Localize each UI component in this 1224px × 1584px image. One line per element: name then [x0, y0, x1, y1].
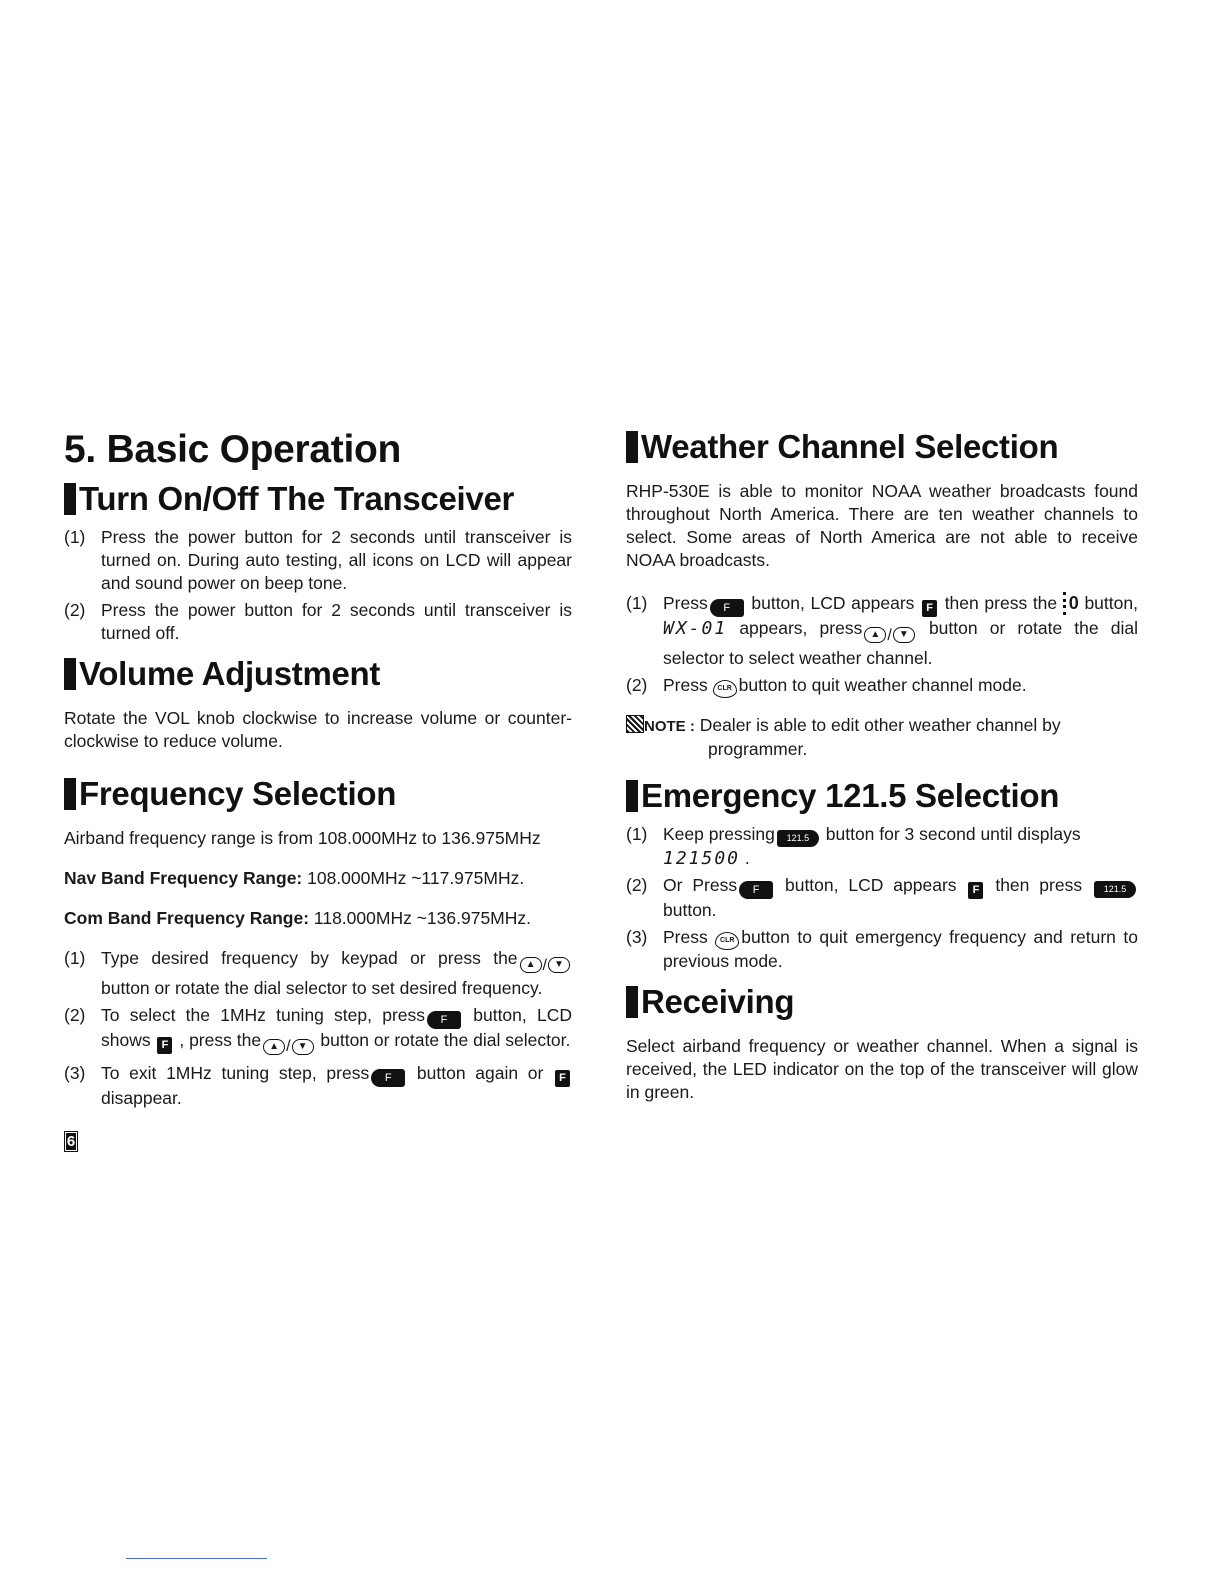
section-marker-icon — [64, 658, 76, 690]
step-text: Press — [663, 593, 708, 613]
up-down-keys-icon: ▲ / ▼ — [520, 954, 570, 977]
com-band-range — [64, 907, 572, 930]
list-item — [64, 599, 572, 645]
note-text: Dealer is able to edit other weather channel by programmer. — [694, 714, 1061, 759]
step-number: (1) — [626, 823, 648, 844]
list-item — [626, 874, 1138, 922]
section-marker-icon — [64, 483, 76, 515]
list-item — [64, 1062, 572, 1110]
step-number: (2) — [626, 674, 648, 695]
f-key-icon: F — [371, 1069, 405, 1087]
clr-key-icon: CLR — [715, 932, 739, 950]
list-item — [64, 526, 572, 595]
weather-steps — [626, 592, 1138, 698]
com-value: 118.000MHz ~136.975MHz. — [309, 908, 532, 928]
emergency-steps — [626, 823, 1138, 973]
step-text: button, LCD appears — [775, 874, 957, 895]
chapter-title: 5. Basic Operation — [64, 428, 402, 471]
step-text: button for 3 second until displays — [820, 823, 1081, 844]
f-key-icon: F — [710, 599, 744, 617]
note-icon — [626, 715, 644, 733]
section-marker-icon — [626, 431, 638, 463]
heading-text: Frequency Selection — [79, 775, 397, 812]
left-column — [64, 428, 572, 1120]
step-number: (2) — [64, 600, 86, 620]
up-down-keys-icon: ▲ / ▼ — [263, 1035, 313, 1058]
step-text: To select the 1MHz tuning step, press — [101, 1004, 426, 1025]
step-number: (3) — [626, 926, 648, 947]
heading-turn-on-off — [64, 480, 572, 518]
section-marker-icon — [64, 778, 76, 810]
heading-text: Emergency 121.5 Selection — [641, 776, 1060, 814]
step-text: To exit 1MHz tuning step, press — [101, 1063, 370, 1083]
heading-text: Receiving — [641, 982, 795, 1020]
step-text: disappear. — [101, 1088, 182, 1108]
step-text: button. — [663, 899, 717, 920]
list-item — [626, 592, 1138, 670]
step-number: (1) — [64, 948, 86, 968]
f-indicator-icon: F — [157, 1037, 172, 1054]
list-item — [64, 1004, 572, 1059]
heading-frequency — [64, 775, 572, 813]
step-text: button or rotate the dial selector. — [315, 1029, 571, 1050]
weather-note — [626, 714, 1138, 761]
nav-value: 108.000MHz ~117.975MHz. — [302, 868, 525, 888]
nav-band-range — [64, 867, 572, 890]
footer-rule — [126, 1558, 267, 1559]
section-marker-icon — [626, 780, 638, 812]
step-text: button, — [1078, 593, 1138, 613]
step-text: button again or — [407, 1063, 544, 1083]
note-label: NOTE : — [644, 717, 695, 735]
airband-range: Airband frequency range is from 108.000MHz to 136.975MHz — [64, 828, 541, 848]
list-item: (1) Keep pressing 121.5 button for 3 second until displays 121500 . — [626, 823, 1081, 869]
f-indicator-icon: F — [968, 882, 983, 899]
com-label: Com Band Frequency Range: — [64, 908, 310, 928]
f-key-icon: F — [427, 1011, 461, 1029]
step-text: , press the — [174, 1029, 262, 1050]
volume-text: Rotate the VOL knob clockwise to increase volume or counter-clockwise to reduce volume. — [64, 708, 572, 751]
nav-label: Nav Band Frequency Range: — [64, 868, 303, 888]
weather-intro: RHP-530E is able to monitor NOAA weather broadcasts found throughout North America. There are ten weather channels to select. Some areas of North America are not able to receive NOAA broadcasts. — [626, 481, 1138, 570]
turn-on-off-steps — [64, 526, 572, 645]
heading-weather — [626, 428, 1138, 466]
step-text: Press — [663, 674, 708, 695]
step-text: Press the power button for 2 seconds until transceiver is turned off. — [101, 600, 572, 643]
heading-receiving — [626, 983, 1138, 1021]
receiving-text: Select airband frequency or weather channel. When a signal is received, the LED indicator on the top of the transceiver will glow in green. — [626, 1035, 1138, 1102]
step-number: (1) — [64, 527, 86, 547]
section-marker-icon — [626, 986, 638, 1018]
clr-key-icon: CLR — [713, 680, 737, 698]
right-column — [626, 428, 1138, 1118]
page-number-text: 6 — [66, 1133, 76, 1150]
list-item — [626, 926, 1138, 973]
f-indicator-icon: F — [922, 600, 937, 617]
step-text: then press — [985, 874, 1083, 895]
step-text: Keep pressing — [663, 823, 775, 844]
f-key-icon: F — [739, 881, 773, 899]
heading-text: Volume Adjustment — [79, 655, 381, 692]
step-text: button, LCD shows — [101, 1004, 572, 1050]
heading-emergency — [626, 777, 1138, 815]
emergency-key-icon: 121.5 — [777, 830, 819, 847]
step-text: button to quit emergency frequency and return to previous mode. — [663, 926, 1138, 971]
heading-text: Turn On/Off The Transceiver — [79, 480, 515, 517]
step-text: Press — [663, 926, 708, 947]
step-number: (2) — [626, 874, 648, 895]
step-text: Press the power button for 2 seconds until transceiver is turned on. During auto testing, all icons on LCD will appear and sound power on beep tone. — [101, 527, 572, 593]
step-number: (2) — [64, 1004, 86, 1025]
emergency-key-icon: 121.5 — [1094, 881, 1136, 898]
lcd-emergency-display: 121500 — [663, 847, 741, 869]
step-text: button to quit weather channel mode. — [738, 674, 1027, 695]
step-text: then press the — [939, 593, 1058, 613]
up-down-keys-icon: ▲ / ▼ — [864, 624, 914, 647]
step-text: appears, press — [727, 618, 863, 638]
step-number: (1) — [626, 593, 648, 613]
step-number: (3) — [64, 1063, 86, 1083]
step-text: button or rotate the dial selector to select weather channel. — [663, 618, 1139, 668]
page-number — [64, 1131, 78, 1152]
heading-volume — [64, 655, 572, 693]
step-text: Or Press — [663, 874, 738, 895]
heading-text: Weather Channel Selection — [641, 428, 1059, 465]
list-item — [626, 674, 1138, 698]
frequency-steps — [64, 947, 572, 1110]
list-item — [64, 947, 572, 1000]
step-text: button, LCD appears — [745, 593, 915, 613]
step-text: Type desired frequency by keypad or press the — [101, 948, 518, 968]
weather-key-icon: 0 — [1063, 592, 1079, 615]
f-indicator-icon: F — [555, 1070, 570, 1087]
step-text: button or rotate the dial selector to set desired frequency. — [101, 977, 543, 998]
lcd-weather-display: WX-01 — [663, 618, 728, 639]
